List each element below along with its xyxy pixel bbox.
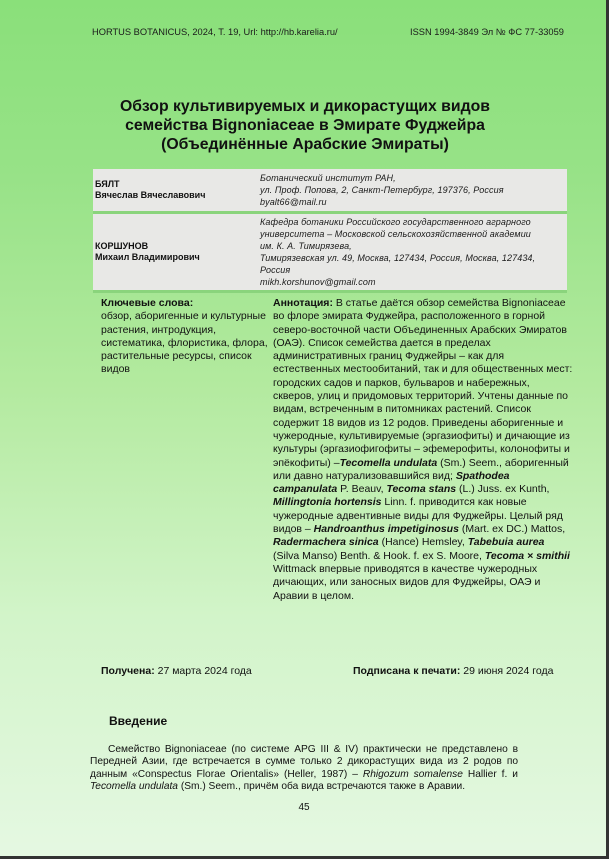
abstract-text: (Mart. ex DC.) Mattos,: [458, 523, 566, 536]
abstract-text: (Hance) Hemsley,: [378, 536, 468, 549]
intro-paragraph: [90, 744, 518, 794]
affiliation-line: Россия: [260, 265, 291, 275]
keywords-label: Ключевые слова:: [101, 297, 194, 309]
intro-text: Hallier f. и: [462, 768, 518, 780]
intro-text: (Sm.) Seem., причём оба вида встречаются также в Аравии.: [177, 781, 466, 793]
author-row: [93, 213, 567, 292]
abstract-text: (Sm.) Seem., аборигенный или давно натурализовавшийся вид;: [273, 456, 569, 482]
abstract-text: Wittmack впервые приводятся в качестве чужеродных дичающих, или заносных видов для Фуджейры, ОАЭ и Аравии в целом.: [273, 562, 541, 602]
species-name: Rhigozum somalense: [362, 768, 463, 780]
affiliation-line: Кафедра ботаники Российского государственного аграрного: [260, 217, 531, 227]
authors-table: [93, 169, 567, 293]
intro-text: Семейство Bignoniaceae (по системе APG III & IV) практически не представлено в Передней Азии, где встречается в сумме только 2 дикорастущих вида из 2 родов по данным «Conspectus Florae Orientalis» (Heller, 1987) –: [90, 744, 518, 780]
abstract-text: Linn. f. приводится как новые чужеродные адвентивные виды для Фуджейры. Целый ряд видов –: [273, 496, 563, 536]
abstract-text: В статье даётся обзор семейства Bignoniaceae во флоре эмирата Фуджейра, расположенного в горной северо-восточной части Объединенных Арабских Эмиратов (ОАЭ). Список семейства дается в пределах административных границ Фуджейры – как для естественных местообитаний, так и для общественных мест: городских садов и парков, бульваров и набережных, скверов, улиц и придомовых территорий. Учтены данные по видам, встреченным в питомниках растений. Список содержит 18 видов из 12 родов. Приведены аборигенные и чужеродные, культивируемые (эргазиофиты) и дичающие из культуры (эргазиофигофиты – эфемерофиты, колонофиты и эпёкофиты) –: [273, 297, 573, 469]
author-given-name: Вячеслав Вячеславович: [95, 190, 206, 200]
journal-header: HORTUS BOTANICUS, 2024, Т. 19, Url: http://hb.karelia.ru/: [92, 27, 338, 37]
affiliation-line: Ботанический институт РАН,: [260, 173, 396, 183]
signed-label: Подписана к печати:: [353, 665, 461, 677]
affiliation-line: им. К. А. Тимирязева,: [260, 241, 352, 251]
species-name: Tecomella undulata: [339, 456, 438, 469]
species-name: Handroanthus impetiginosus: [313, 523, 459, 536]
signed-date: [353, 665, 553, 677]
abstract-text: P. Beauv,: [337, 483, 387, 496]
keywords-text: обзор, аборигенные и культурные растения, интродукция, систематика, флористика, флора, растительные ресурсы, список видов: [101, 310, 268, 376]
species-name: Tecoma stans: [386, 483, 457, 496]
affiliation-line: ул. Проф. Попова, 2, Санкт-Петербург, 197376, Россия: [260, 185, 504, 195]
author-affiliation: [260, 213, 567, 292]
received-value: 27 марта 2024 года: [154, 665, 252, 677]
author-row: [93, 169, 567, 213]
abstract-text: (L.) Juss. ex Kunth,: [456, 483, 550, 496]
page-number: 45: [298, 802, 310, 813]
author-name: [93, 213, 260, 292]
species-name: Millingtonia hortensis: [273, 496, 382, 509]
affiliation-line: Тимирязевская ул. 49, Москва, 127434, Россия, Москва, 127434,: [260, 253, 536, 263]
abstract-label: Аннотация:: [273, 297, 333, 309]
affiliation-line: университета – Московской сельскохозяйственной академии: [260, 229, 531, 239]
received-label: Получена:: [101, 665, 155, 677]
author-name: [93, 169, 260, 213]
received-date: [101, 665, 252, 677]
author-surname: КОРШУНОВ: [95, 241, 149, 251]
species-name: Tecoma × smithii: [484, 549, 570, 562]
author-email[interactable]: byalt66@mail.ru: [260, 197, 327, 207]
article-title: Обзор культивируемых и дикорастущих видов семейства Bignoniaceae в Эмирате Фуджейра (Объединённые Арабские Эмираты): [120, 98, 490, 153]
author-given-name: Михаил Владимирович: [95, 252, 200, 262]
issn-header: ISSN 1994-3849 Эл № ФС 77-33059: [410, 27, 564, 37]
author-affiliation: [260, 169, 567, 213]
species-name: Tabebuia aurea: [467, 536, 545, 549]
species-name: Tecomella undulata: [90, 781, 178, 793]
author-surname: БЯЛТ: [95, 179, 120, 189]
keywords-block: [101, 297, 276, 377]
intro-heading: Введение: [109, 714, 168, 728]
species-name: Spathodea campanulata: [273, 469, 510, 496]
species-name: Radermachera sinica: [273, 536, 379, 549]
signed-value: 29 июня 2024 года: [460, 665, 554, 677]
author-email[interactable]: mikh.korshunov@gmail.com: [260, 277, 376, 287]
abstract-text: (Silva Manso) Benth. & Hook. f. ex S. Moore,: [273, 549, 485, 562]
abstract-block: [273, 297, 573, 603]
